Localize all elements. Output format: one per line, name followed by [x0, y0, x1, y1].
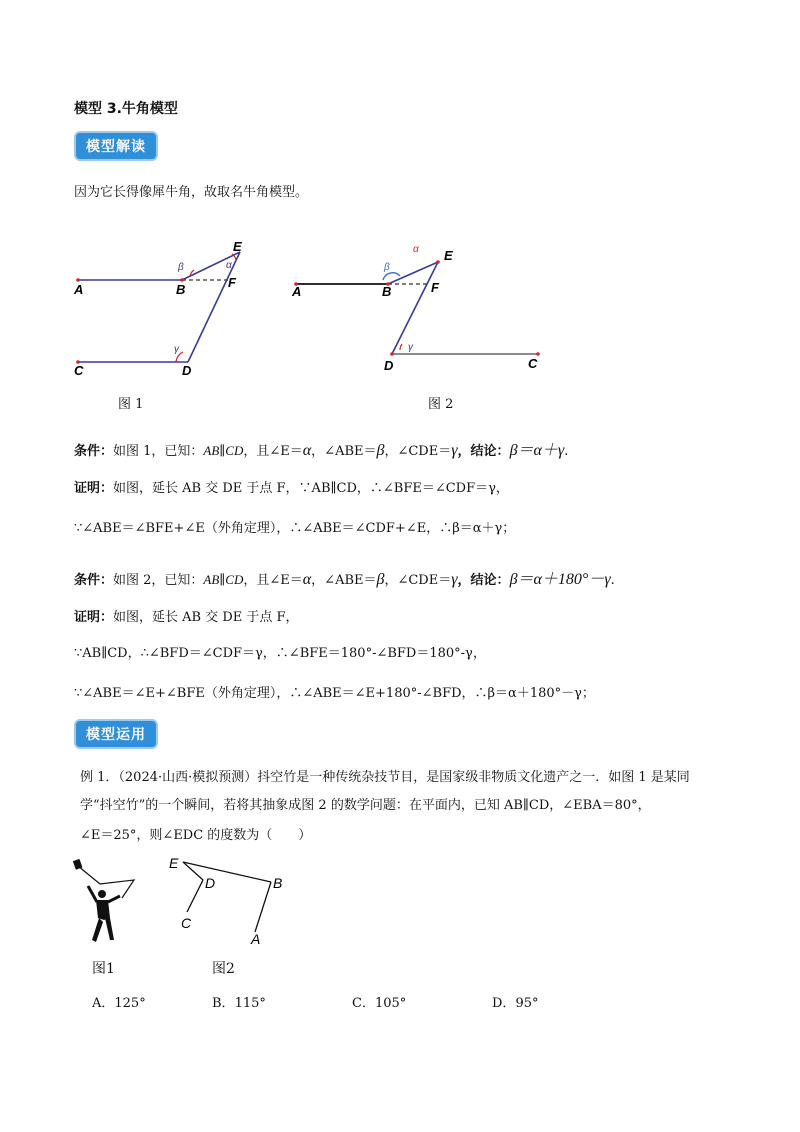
option-b[interactable]: [212, 992, 266, 1011]
option-b-value: 115°: [234, 996, 266, 1011]
case2-concl-label: ，结论：: [457, 573, 510, 588]
fig1-label-D: D: [182, 363, 192, 378]
example-line2: 学“抖空竹”的一个瞬间，若将其抽象成图 2 的数学问题：在平面内，已知 AB∥CD，∠EBA＝80°，: [80, 798, 651, 813]
case2-conclusion: β＝α＋180°－γ: [509, 571, 611, 588]
fig1-caption: 图 1: [118, 397, 144, 412]
option-c[interactable]: [352, 992, 406, 1011]
case2-cond-c: ，∠ABE＝: [311, 573, 377, 588]
option-c-label: C．: [352, 996, 375, 1011]
ex-fig2-label-B: B: [273, 875, 283, 891]
fig1-label-E: E: [233, 239, 242, 254]
case2-alpha: α: [302, 571, 312, 588]
fig2-caption: 图 2: [428, 397, 454, 412]
option-d[interactable]: [492, 992, 538, 1011]
case1-cond-d: ，∠CDE＝: [384, 444, 452, 459]
kongzhu-person-illustration: [70, 856, 150, 948]
case1-gamma: γ: [451, 442, 458, 459]
case1-proof-label: 证明：: [74, 481, 114, 496]
ex-fig2-label-C: C: [181, 915, 192, 931]
option-a[interactable]: [92, 992, 146, 1011]
option-d-value: 95°: [515, 996, 539, 1011]
fig1-label-beta: β: [178, 262, 184, 273]
fig1-label-A: A: [74, 282, 84, 297]
option-b-label: B．: [212, 996, 235, 1011]
fig2-label-A: A: [292, 284, 302, 299]
fig2-label-gamma: γ: [408, 342, 413, 353]
case1-cond-c: ，∠ABE＝: [311, 444, 377, 459]
section-title: 模型 3.牛角模型: [74, 101, 178, 117]
case2-beta: β: [376, 571, 385, 588]
case1-cond-b: ，且∠E＝: [243, 444, 303, 459]
case2-proof1: 如图，延长 AB 交 DE 于点 F，: [113, 610, 299, 625]
intro-text: 因为它长得像犀牛角，故取名牛角模型。: [74, 185, 309, 200]
case2-cond-a: 如图 2，已知：: [113, 573, 204, 588]
fig2-label-E: E: [444, 248, 453, 263]
fig2-label-alpha: α: [413, 244, 419, 255]
figure-2: [288, 240, 548, 380]
fig2-label-C: C: [528, 356, 538, 371]
fig2-label-D: D: [384, 358, 394, 373]
case2-concl-end: .: [610, 573, 615, 588]
case1-beta: β: [376, 442, 385, 459]
fig1-label-F: F: [228, 275, 236, 290]
ex-fig2-label-A: A: [251, 931, 261, 947]
fig2-label-beta: β: [384, 262, 390, 273]
option-c-value: 105°: [374, 996, 407, 1011]
case2-condition: [74, 566, 615, 589]
case2-cond-d: ，∠CDE＝: [384, 573, 452, 588]
example-line1: 例 1．（2024·山西·模拟预测）抖空竹是一种传统杂技节目，是国家级非物质文化遗产之一．如图 1 是某同: [80, 770, 690, 785]
fig1-label-B: B: [176, 282, 186, 297]
case1-cond-label: 条件：: [74, 444, 114, 459]
figure-1: [70, 238, 270, 378]
fig2-label-B: B: [382, 284, 392, 299]
case1-cond-ab: AB∥CD: [203, 443, 244, 458]
badge-model-application: 模型运用: [74, 719, 158, 749]
case1-proof-line2: ∵∠ABE＝∠BFE+∠E（外角定理），∴∠ABE＝∠CDF+∠E，∴β＝α＋γ；: [74, 521, 516, 536]
ex-fig2-label-E: E: [169, 855, 179, 871]
option-a-value: 125°: [114, 996, 146, 1011]
fig1-label-gamma: γ: [174, 344, 179, 355]
fig2-label-F: F: [431, 280, 439, 295]
case2-proof-label: 证明：: [74, 610, 114, 625]
ex-fig2-label-D: D: [205, 875, 216, 891]
option-d-label: D．: [492, 996, 516, 1011]
example-line3: ∠E＝25°，则∠EDC 的度数为（ ）: [80, 828, 312, 843]
example-fig2-caption: 图2: [212, 961, 235, 977]
case2-proof-line2: ∵AB∥CD，∴∠BFD＝∠CDF＝γ，∴∠BFE＝180°-∠BFD＝180°-γ，: [74, 646, 486, 661]
case2-gamma: γ: [451, 571, 458, 588]
example-figure-2: [165, 852, 295, 948]
case1-conclusion: β＝α＋γ: [509, 442, 565, 459]
case1-concl-end: .: [564, 444, 569, 459]
case1-proof-line1: [74, 477, 509, 496]
case1-alpha: α: [302, 442, 312, 459]
option-a-label: A．: [92, 996, 115, 1011]
case1-condition: [74, 437, 568, 460]
case2-cond-b: ，且∠E＝: [243, 573, 303, 588]
case2-proof-line1: [74, 606, 299, 625]
case1-cond-a: 如图 1，已知：: [113, 444, 204, 459]
example-fig1-caption: 图1: [92, 961, 115, 977]
case2-proof-line3: ∵∠ABE＝∠E+∠BFE（外角定理），∴∠ABE＝∠E+180°-∠BFD，∴β＝α＋180°－γ；: [74, 686, 595, 701]
fig1-label-alpha: α: [226, 260, 232, 271]
case2-cond-ab: AB∥CD: [203, 572, 244, 587]
badge-model-explanation: 模型解读: [74, 131, 158, 161]
case2-cond-label: 条件：: [74, 573, 114, 588]
fig1-label-C: C: [74, 363, 84, 378]
case1-proof1: 如图，延长 AB 交 DE 于点 F，∵AB∥CD，∴∠BFE＝∠CDF＝γ，: [113, 481, 509, 496]
case1-concl-label: ，结论：: [457, 444, 510, 459]
